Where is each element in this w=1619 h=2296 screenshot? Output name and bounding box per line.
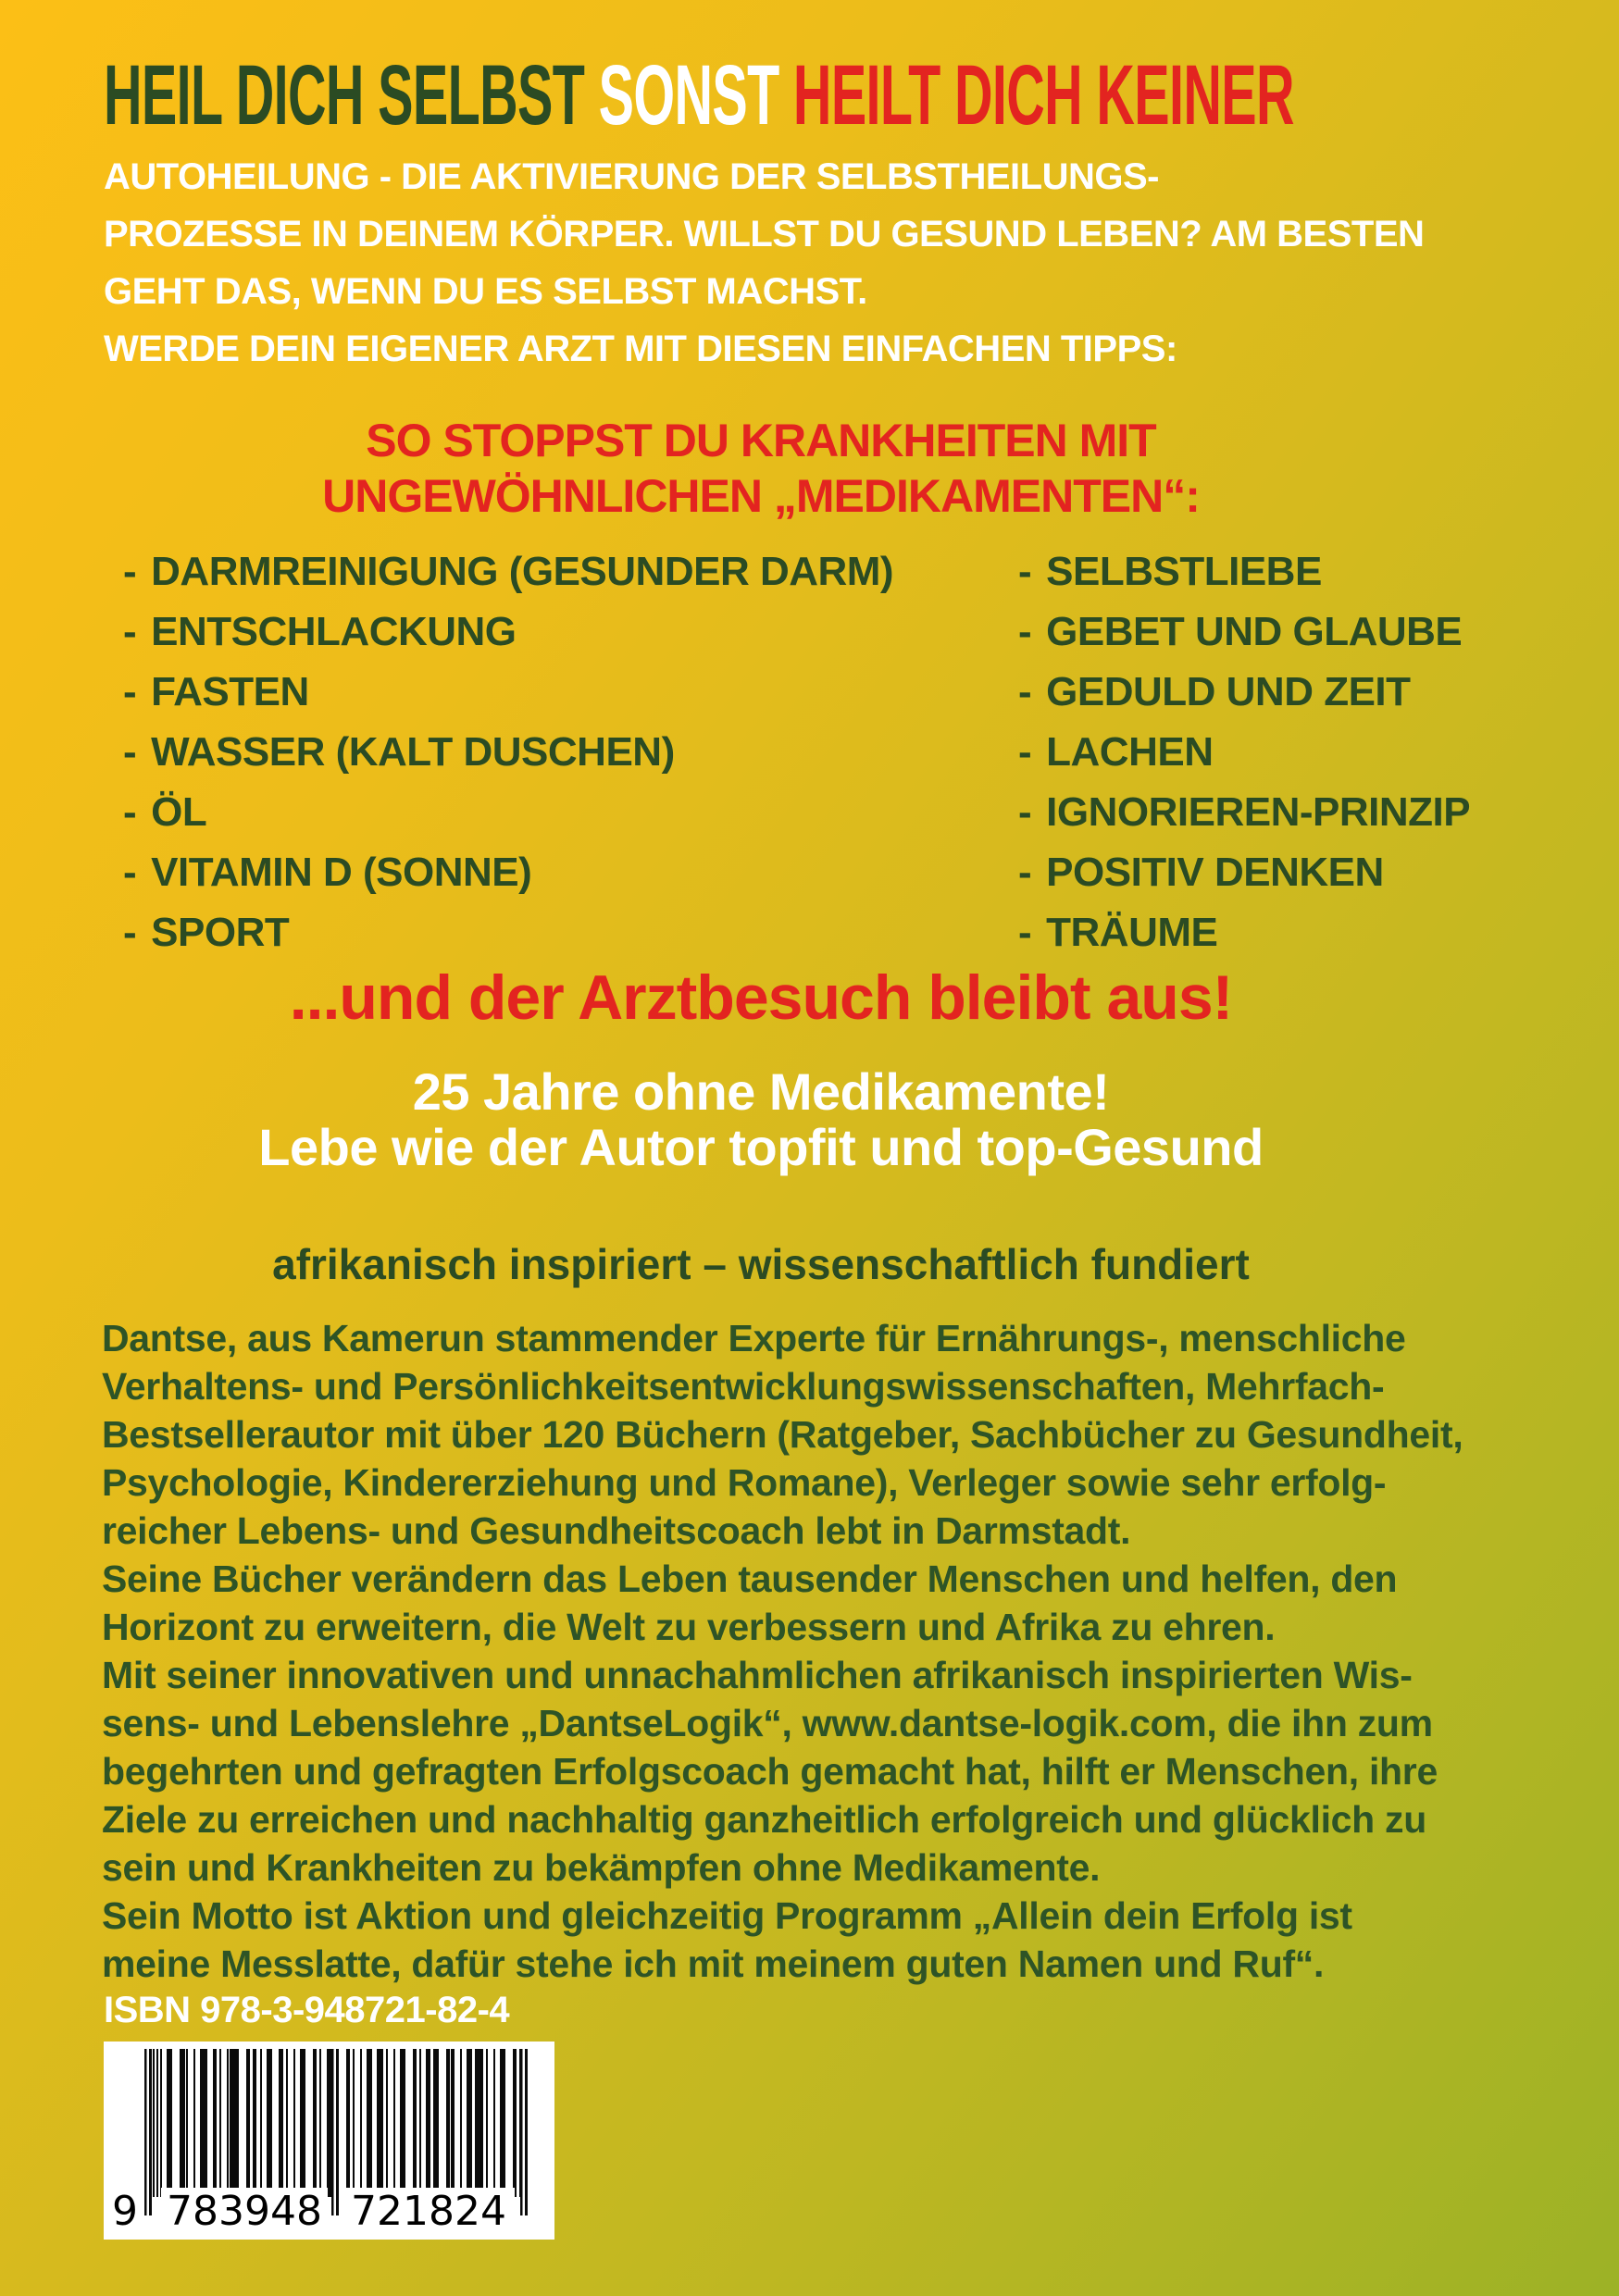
remedy-item	[1018, 662, 1470, 722]
intro-line: GEHT DAS, WENN DU ES SELBST MACHST.	[104, 271, 867, 312]
remedy-item	[123, 782, 893, 842]
remedy-label: GEDULD UND ZEIT	[1046, 669, 1411, 714]
bullet-dash: -	[123, 850, 137, 895]
bullet-dash: -	[1018, 789, 1032, 835]
author-claims	[104, 1064, 1418, 1175]
title-part-red: HEILT DICH KEINER	[792, 48, 1294, 143]
remedy-label: DARMREINIGUNG (GESUNDER DARM)	[151, 549, 894, 594]
title-part-white: SONST	[598, 48, 793, 143]
bullet-dash: -	[1018, 549, 1032, 594]
remedy-item	[123, 902, 893, 962]
remedy-label: LACHEN	[1046, 729, 1214, 775]
remedy-label: WASSER (KALT DUSCHEN)	[151, 729, 675, 775]
stop-diseases-heading	[104, 413, 1418, 524]
barcode-digit-lead: 9	[106, 2188, 144, 2236]
intro-line: AUTOHEILUNG - DIE AKTIVIERUNG DER SELBSTHEILUNGS-	[104, 156, 1159, 197]
bullet-dash: -	[123, 789, 137, 835]
isbn-label: ISBN 978-3-948721-82-4	[104, 1990, 510, 2030]
stop-heading-line: SO STOPPST DU KRANKHEITEN MIT	[366, 415, 1156, 466]
payoff-line: ...und der Arztbesuch bleibt aus!	[289, 962, 1233, 1033]
remedy-item	[1018, 722, 1470, 782]
remedy-item	[123, 842, 893, 902]
bio-line: Bestsellerautor mit über 120 Büchern (Ratgeber, Sachbücher zu Gesundheit,	[102, 1413, 1463, 1456]
bio-line: sens- und Lebenslehre „DantseLogik“, www.dantse-logik.com, die ihn zum	[102, 1702, 1433, 1744]
remedy-label: SPORT	[151, 910, 290, 955]
remedy-label: SELBSTLIEBE	[1046, 549, 1322, 594]
barcode-digit-group2: 721824	[342, 2188, 515, 2236]
bullet-dash: -	[1018, 609, 1032, 654]
remedy-label: ÖL	[151, 789, 207, 835]
bullet-dash: -	[123, 549, 137, 594]
intro-text	[104, 148, 1424, 378]
bio-line: Ziele zu erreichen und nachhaltig ganzheitlich erfolgreich und glücklich zu	[102, 1798, 1426, 1841]
remedy-label: TRÄUME	[1046, 910, 1218, 955]
remedy-label: IGNORIEREN-PRINZIP	[1046, 789, 1471, 835]
bullet-dash: -	[123, 609, 137, 654]
barcode-digit-group1: 783948	[161, 2188, 328, 2236]
bullet-dash: -	[123, 910, 137, 955]
remedy-item	[123, 662, 893, 722]
remedy-item	[123, 722, 893, 782]
bio-line: begehrten und gefragten Erfolgscoach gemacht hat, hilft er Menschen, ihre	[102, 1750, 1438, 1793]
bullet-dash: -	[123, 669, 137, 714]
remedy-item	[1018, 902, 1470, 962]
remedy-item	[123, 541, 893, 602]
bio-line: Mit seiner innovativen und unnachahmlichen afrikanisch inspirierten Wis-	[102, 1654, 1413, 1696]
bio-line: Sein Motto ist Aktion und gleichzeitig Programm „Allein dein Erfolg ist	[102, 1894, 1352, 1937]
stop-heading-line: UNGEWÖHNLICHEN „MEDIKAMENTEN“:	[322, 470, 1200, 522]
remedies-column-left	[123, 541, 893, 962]
bullet-dash: -	[1018, 910, 1032, 955]
bio-line: Psychologie, Kindererziehung und Romane), Verleger sowie sehr erfolg-	[102, 1461, 1387, 1504]
intro-line: PROZESSE IN DEINEM KÖRPER. WILLST DU GESUND LEBEN? AM BESTEN	[104, 214, 1425, 254]
remedy-item	[123, 602, 893, 662]
claim-line: Lebe wie der Autor topfit und top-Gesund	[258, 1118, 1264, 1176]
barcode-digits	[104, 2188, 554, 2236]
remedy-label: POSITIV DENKEN	[1046, 850, 1384, 895]
claim-line: 25 Jahre ohne Medikamente!	[412, 1062, 1110, 1121]
remedies-column-right	[1018, 541, 1470, 962]
remedy-label: VITAMIN D (SONNE)	[151, 850, 532, 895]
remedy-label: ENTSCHLACKUNG	[151, 609, 517, 654]
barcode	[104, 2042, 554, 2240]
remedy-label: FASTEN	[151, 669, 309, 714]
bullet-dash: -	[1018, 850, 1032, 895]
bio-line: reicher Lebens- und Gesundheitscoach lebt in Darmstadt.	[102, 1509, 1131, 1552]
remedy-item	[1018, 842, 1470, 902]
bio-line: Dantse, aus Kamerun stammender Experte für Ernährungs-, menschliche	[102, 1317, 1406, 1359]
bullet-dash: -	[1018, 669, 1032, 714]
bullet-dash: -	[123, 729, 137, 775]
remedy-item	[1018, 541, 1470, 602]
author-bio	[102, 1314, 1583, 1988]
bio-line: meine Messlatte, dafür stehe ich mit meinem guten Namen und Ruf“.	[102, 1942, 1325, 1985]
bullet-dash: -	[1018, 729, 1032, 775]
remedy-item	[1018, 782, 1470, 842]
tagline: afrikanisch inspiriert – wissenschaftlich fundiert	[272, 1240, 1250, 1288]
bio-line: sein und Krankheiten zu bekämpfen ohne Medikamente.	[102, 1846, 1101, 1889]
bio-line: Seine Bücher verändern das Leben tausender Menschen und helfen, den	[102, 1558, 1398, 1600]
remedy-label: GEBET UND GLAUBE	[1046, 609, 1463, 654]
bio-line: Horizont zu erweitern, die Welt zu verbessern und Afrika zu ehren.	[102, 1606, 1276, 1648]
title-part-green: HEIL DICH SELBST	[104, 48, 599, 143]
bio-line: Verhaltens- und Persönlichkeitsentwicklungswissenschaften, Mehrfach-	[102, 1365, 1385, 1408]
remedy-item	[1018, 602, 1470, 662]
intro-line: WERDE DEIN EIGENER ARZT MIT DIESEN EINFACHEN TIPPS:	[104, 329, 1177, 369]
main-title	[104, 48, 1294, 143]
